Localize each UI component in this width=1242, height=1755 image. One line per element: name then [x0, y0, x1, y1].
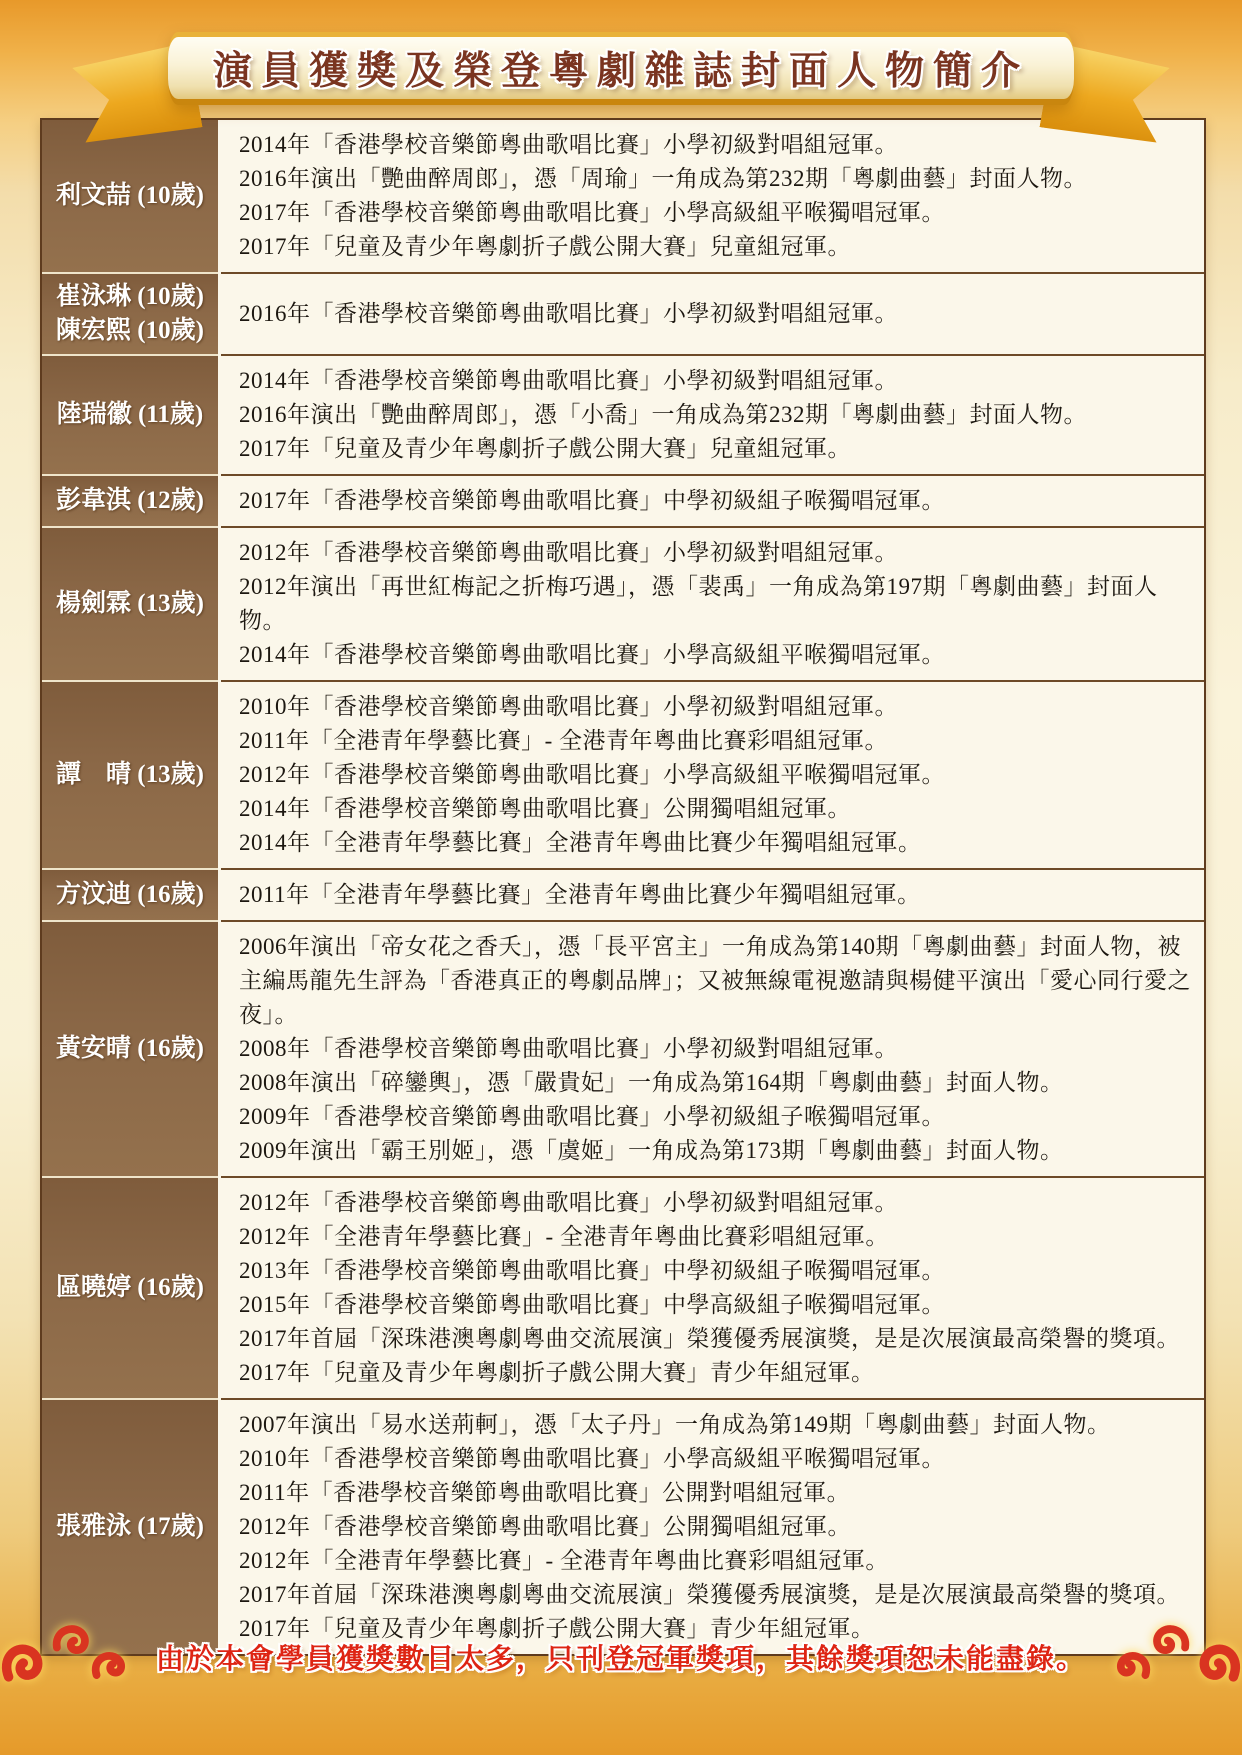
- achievement-line: 2013年「香港學校音樂節粵曲歌唱比賽」中學初級組子喉獨唱冠軍。: [239, 1258, 945, 1283]
- achievement-line: 2014年「香港學校音樂節粵曲歌唱比賽」小學高級組平喉獨唱冠軍。: [239, 642, 945, 667]
- achievements-cell: [221, 922, 1204, 1178]
- footer: [0, 1607, 1242, 1707]
- performer-name: 利文喆 (10歲): [56, 182, 204, 209]
- achievement-line: 2011年「香港學校音樂節粵曲歌唱比賽」公開對唱組冠軍。: [239, 1480, 851, 1505]
- achievement-line: 2008年「香港學校音樂節粵曲歌唱比賽」小學初級對唱組冠軍。: [239, 1036, 898, 1061]
- achievement-line: 2006年演出「帝女花之香夭」，憑「長平宮主」一角成為第140期「粵劇曲藝」封面人物，被主編馬龍先生評為「香港真正的粵劇品牌」；又被無線電視邀請與楊健平演出「愛心同行愛之夜」。: [239, 934, 1191, 1027]
- achievement-line: 2014年「香港學校音樂節粵曲歌唱比賽」小學初級對唱組冠軍。: [239, 132, 898, 157]
- achievements-cell: [221, 528, 1204, 682]
- title-ribbon: [168, 32, 1074, 105]
- achievement-line: 2016年「香港學校音樂節粵曲歌唱比賽」小學初級對唱組冠軍。: [239, 301, 898, 326]
- table-row: [42, 356, 1204, 476]
- achievement-line: 2015年「香港學校音樂節粵曲歌唱比賽」中學高級組子喉獨唱冠軍。: [239, 1292, 945, 1317]
- performer-name: 崔泳琳 (10歲): [56, 283, 204, 310]
- table-row: [42, 922, 1204, 1178]
- table-row: [42, 682, 1204, 870]
- performer-name: 張雅泳 (17歲): [56, 1513, 204, 1540]
- performer-name-cell: [42, 682, 218, 870]
- table-row: [42, 274, 1204, 356]
- achievement-line: 2017年「兒童及青少年粵劇折子戲公開大賽」青少年組冠軍。: [239, 1616, 875, 1641]
- achievements-cell: [221, 120, 1204, 274]
- page-title: 演員獲獎及榮登粵劇雜誌封面人物簡介: [212, 50, 1029, 93]
- performer-name-cell: [42, 476, 218, 528]
- table-row: [42, 870, 1204, 922]
- achievement-line: 2011年「全港青年學藝比賽」- 全港青年粵曲比賽彩唱組冠軍。: [239, 728, 889, 753]
- achievement-line: 2016年演出「艷曲醉周郎」，憑「周瑜」一角成為第232期「粵劇曲藝」封面人物。: [239, 166, 1087, 191]
- performer-name-cell: [42, 922, 218, 1178]
- achievement-line: 2014年「全港青年學藝比賽」全港青年粵曲比賽少年獨唱組冠軍。: [239, 830, 922, 855]
- title-banner: [0, 0, 1242, 120]
- performer-name: 黃安晴 (16歲): [56, 1035, 204, 1062]
- achievement-line: 2012年「全港青年學藝比賽」- 全港青年粵曲比賽彩唱組冠軍。: [239, 1548, 889, 1573]
- achievements-cell: [221, 1178, 1204, 1400]
- performer-name: 區曉婷 (16歲): [56, 1274, 204, 1301]
- awards-table: [40, 118, 1206, 1656]
- cloud-scroll-right-icon: [1104, 1614, 1242, 1700]
- achievement-line: 2017年「兒童及青少年粵劇折子戲公開大賽」青少年組冠軍。: [239, 1360, 875, 1385]
- achievement-line: 2012年「全港青年學藝比賽」- 全港青年粵曲比賽彩唱組冠軍。: [239, 1224, 889, 1249]
- achievement-line: 2012年演出「再世紅梅記之折梅巧遇」，憑「裴禹」一角成為第197期「粵劇曲藝」封面人物。: [239, 574, 1158, 633]
- achievement-line: 2012年「香港學校音樂節粵曲歌唱比賽」小學初級對唱組冠軍。: [239, 540, 898, 565]
- achievements-cell: [221, 274, 1204, 356]
- achievement-line: 2009年「香港學校音樂節粵曲歌唱比賽」小學初級組子喉獨唱冠軍。: [239, 1104, 945, 1129]
- performer-name: 楊劍霖 (13歲): [56, 590, 204, 617]
- table-row: [42, 1178, 1204, 1400]
- achievements-cell: [221, 870, 1204, 922]
- achievement-line: 2014年「香港學校音樂節粵曲歌唱比賽」公開獨唱組冠軍。: [239, 796, 851, 821]
- table-row: [42, 120, 1204, 274]
- achievement-line: 2017年「兒童及青少年粵劇折子戲公開大賽」兒童組冠軍。: [239, 234, 851, 259]
- performer-name-cell: [42, 356, 218, 476]
- achievement-line: 2008年演出「碎鑾輿」，憑「嚴貴妃」一角成為第164期「粵劇曲藝」封面人物。: [239, 1070, 1064, 1095]
- achievement-line: 2017年「香港學校音樂節粵曲歌唱比賽」小學高級組平喉獨唱冠軍。: [239, 200, 945, 225]
- achievement-line: 2012年「香港學校音樂節粵曲歌唱比賽」小學高級組平喉獨唱冠軍。: [239, 762, 945, 787]
- achievement-line: 2017年「香港學校音樂節粵曲歌唱比賽」中學初級組子喉獨唱冠軍。: [239, 488, 945, 513]
- performer-name: 譚 晴 (13歲): [56, 761, 204, 788]
- achievements-cell: [221, 682, 1204, 870]
- achievement-line: 2012年「香港學校音樂節粵曲歌唱比賽」公開獨唱組冠軍。: [239, 1514, 851, 1539]
- performer-name: 陳宏熙 (10歲): [56, 317, 204, 344]
- performer-name-cell: [42, 1178, 218, 1400]
- achievements-cell: [221, 476, 1204, 528]
- performer-name: 陸瑞徽 (11歲): [56, 401, 204, 428]
- performer-name: 彭韋淇 (12歲): [56, 487, 204, 514]
- table-row: [42, 476, 1204, 528]
- performer-name: 方汶迪 (16歲): [56, 881, 204, 908]
- achievements-cell: [221, 356, 1204, 476]
- achievement-line: 2011年「全港青年學藝比賽」全港青年粵曲比賽少年獨唱組冠軍。: [239, 882, 921, 907]
- achievement-line: 2017年首屆「深珠港澳粵劇粵曲交流展演」榮獲優秀展演獎，是是次展演最高榮譽的獎項。: [239, 1582, 1180, 1607]
- achievement-line: 2007年演出「易水送荊軻」，憑「太子丹」一角成為第149期「粵劇曲藝」封面人物。: [239, 1412, 1111, 1437]
- achievement-line: 2012年「香港學校音樂節粵曲歌唱比賽」小學初級對唱組冠軍。: [239, 1190, 898, 1215]
- footer-note: 由於本會學員獲獎數目太多，只刊登冠軍獎項，其餘獎項恕未能盡錄。: [155, 1644, 1086, 1675]
- achievement-line: 2009年演出「霸王別姬」，憑「虞姬」一角成為第173期「粵劇曲藝」封面人物。: [239, 1138, 1064, 1163]
- performer-name-cell: [42, 120, 218, 274]
- achievement-line: 2017年首屆「深珠港澳粵劇粵曲交流展演」榮獲優秀展演獎，是是次展演最高榮譽的獎項。: [239, 1326, 1180, 1351]
- cloud-scroll-left-icon: [0, 1614, 138, 1700]
- performer-name-cell: [42, 274, 218, 356]
- achievement-line: 2010年「香港學校音樂節粵曲歌唱比賽」小學初級對唱組冠軍。: [239, 694, 898, 719]
- performer-name-cell: [42, 870, 218, 922]
- table-row: [42, 528, 1204, 682]
- achievement-line: 2017年「兒童及青少年粵劇折子戲公開大賽」兒童組冠軍。: [239, 436, 851, 461]
- achievement-line: 2014年「香港學校音樂節粵曲歌唱比賽」小學初級對唱組冠軍。: [239, 368, 898, 393]
- achievement-line: 2010年「香港學校音樂節粵曲歌唱比賽」小學高級組平喉獨唱冠軍。: [239, 1446, 945, 1471]
- achievement-line: 2016年演出「艷曲醉周郎」，憑「小喬」一角成為第232期「粵劇曲藝」封面人物。: [239, 402, 1087, 427]
- performer-name-cell: [42, 528, 218, 682]
